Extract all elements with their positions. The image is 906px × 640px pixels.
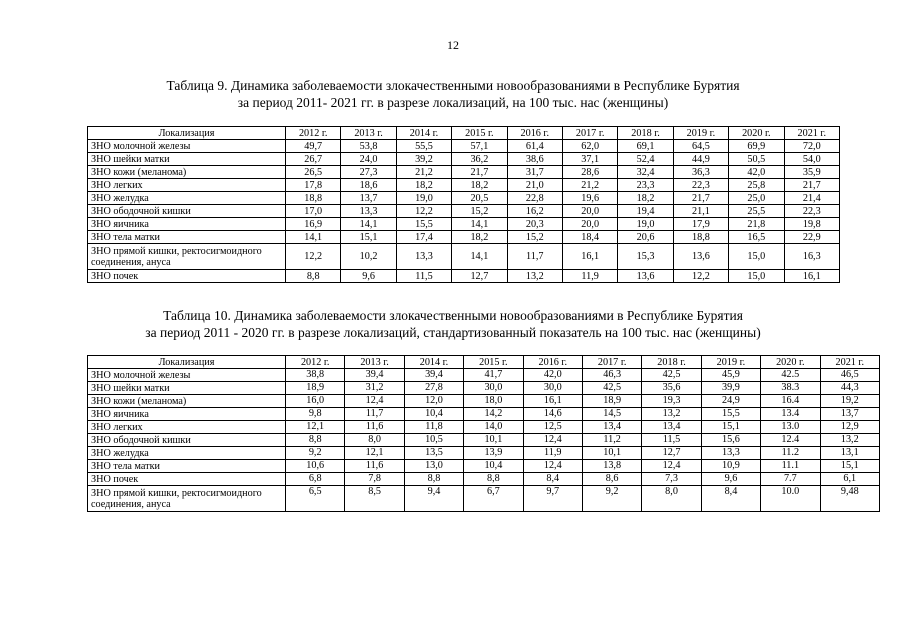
table10-value-cell: 13,8 bbox=[582, 460, 641, 473]
table10-value-cell: 41,7 bbox=[464, 369, 523, 382]
table10-value-cell: 12,0 bbox=[404, 395, 463, 408]
table10-value-cell: 9,6 bbox=[701, 473, 760, 486]
table10-value-cell: 16.4 bbox=[761, 395, 820, 408]
table9-value-cell: 54,0 bbox=[784, 153, 839, 166]
table10-value-cell: 13.0 bbox=[761, 421, 820, 434]
table9-value-cell: 62,0 bbox=[562, 140, 617, 153]
table9-value-cell: 21,1 bbox=[673, 205, 728, 218]
table10-localization-cell: ЗНО прямой кишки, ректосигмоидного соединения, ануса bbox=[88, 486, 286, 512]
table10-row bbox=[88, 486, 880, 512]
table9-caption-line1: Таблица 9. Динамика заболеваемости злокачественными новообразованиями в Республике Бурятия bbox=[166, 78, 740, 93]
table9-value-cell: 19,6 bbox=[562, 192, 617, 205]
table10-value-cell: 10,6 bbox=[286, 460, 345, 473]
table10-value-cell: 30,0 bbox=[464, 382, 523, 395]
table10-row bbox=[88, 408, 880, 421]
table9-value-cell: 35,9 bbox=[784, 166, 839, 179]
table10-value-cell: 11,8 bbox=[404, 421, 463, 434]
table9-header-cell: 2012 г. bbox=[286, 127, 341, 140]
table10-row bbox=[88, 369, 880, 382]
table9-value-cell: 21,4 bbox=[784, 192, 839, 205]
table9-value-cell: 17,9 bbox=[673, 218, 728, 231]
table9-value-cell: 24,0 bbox=[341, 153, 396, 166]
table9-localization-cell: ЗНО желудка bbox=[88, 192, 286, 205]
table9-header-cell: 2013 г. bbox=[341, 127, 396, 140]
table9-value-cell: 19,0 bbox=[618, 218, 673, 231]
table10-value-cell: 12,9 bbox=[820, 421, 879, 434]
table9-value-cell: 16,3 bbox=[784, 244, 839, 270]
table9-header-cell: 2021 г. bbox=[784, 127, 839, 140]
table10-value-cell: 13,4 bbox=[582, 421, 641, 434]
table10-value-cell: 8,4 bbox=[701, 486, 760, 512]
table9-header-cell: 2018 г. bbox=[618, 127, 673, 140]
table10-value-cell: 11,5 bbox=[642, 434, 701, 447]
table9-row bbox=[88, 166, 840, 179]
table10-header-cell: 2019 г. bbox=[701, 356, 760, 369]
table9-localization-cell: ЗНО молочной железы bbox=[88, 140, 286, 153]
table10-value-cell: 39,4 bbox=[404, 369, 463, 382]
table10-value-cell: 6,5 bbox=[286, 486, 345, 512]
table9-value-cell: 15,3 bbox=[618, 244, 673, 270]
table10-header-cell: 2014 г. bbox=[404, 356, 463, 369]
table10-value-cell: 11,9 bbox=[523, 447, 582, 460]
table9-value-cell: 25,8 bbox=[729, 179, 784, 192]
table10-value-cell: 7.7 bbox=[761, 473, 820, 486]
table10-value-cell: 12,5 bbox=[523, 421, 582, 434]
table9-localization-cell: ЗНО прямой кишки, ректосигмоидного соединения, ануса bbox=[88, 244, 286, 270]
table9-value-cell: 26,5 bbox=[286, 166, 341, 179]
table10-value-cell: 8,8 bbox=[404, 473, 463, 486]
table9-value-cell: 15,5 bbox=[396, 218, 451, 231]
table10-value-cell: 39,9 bbox=[701, 382, 760, 395]
table10-header-cell: 2013 г. bbox=[345, 356, 404, 369]
table9-value-cell: 22,3 bbox=[673, 179, 728, 192]
table10 bbox=[87, 355, 880, 512]
table10-value-cell: 14,0 bbox=[464, 421, 523, 434]
table10-body bbox=[88, 369, 880, 512]
table9-value-cell: 22,3 bbox=[784, 205, 839, 218]
table9-value-cell: 13,6 bbox=[618, 270, 673, 283]
table9-value-cell: 14,1 bbox=[452, 218, 507, 231]
table10-value-cell: 13,2 bbox=[820, 434, 879, 447]
table9-value-cell: 26,7 bbox=[286, 153, 341, 166]
table10-value-cell: 12,7 bbox=[642, 447, 701, 460]
table9-value-cell: 16,1 bbox=[562, 244, 617, 270]
table10-localization-cell: ЗНО ободочной кишки bbox=[88, 434, 286, 447]
table10-value-cell: 18,9 bbox=[286, 382, 345, 395]
table9-value-cell: 21,7 bbox=[784, 179, 839, 192]
table9-value-cell: 20,3 bbox=[507, 218, 562, 231]
table9-row bbox=[88, 205, 840, 218]
table9-value-cell: 18,2 bbox=[396, 179, 451, 192]
table9-value-cell: 19,4 bbox=[618, 205, 673, 218]
table9-row bbox=[88, 140, 840, 153]
table9-value-cell: 28,6 bbox=[562, 166, 617, 179]
table9-value-cell: 13,6 bbox=[673, 244, 728, 270]
table10-value-cell: 35,6 bbox=[642, 382, 701, 395]
table9-localization-cell: ЗНО яичника bbox=[88, 218, 286, 231]
table9-value-cell: 50,5 bbox=[729, 153, 784, 166]
table9-value-cell: 9,6 bbox=[341, 270, 396, 283]
table10-value-cell: 38.3 bbox=[761, 382, 820, 395]
table9-value-cell: 15,0 bbox=[729, 270, 784, 283]
table9-value-cell: 44,9 bbox=[673, 153, 728, 166]
table10-value-cell: 6,7 bbox=[464, 486, 523, 512]
table9-value-cell: 15,0 bbox=[729, 244, 784, 270]
table10-value-cell: 8,6 bbox=[582, 473, 641, 486]
table10-value-cell: 10,1 bbox=[582, 447, 641, 460]
table10-value-cell: 46,3 bbox=[582, 369, 641, 382]
table10-value-cell: 6,8 bbox=[286, 473, 345, 486]
table9-value-cell: 16,9 bbox=[286, 218, 341, 231]
table10-localization-cell: ЗНО кожи (меланома) bbox=[88, 395, 286, 408]
table10-caption bbox=[0, 307, 906, 341]
table9-value-cell: 32,4 bbox=[618, 166, 673, 179]
table10-value-cell: 46,5 bbox=[820, 369, 879, 382]
table9-localization-cell: ЗНО почек bbox=[88, 270, 286, 283]
table9-header-cell: 2014 г. bbox=[396, 127, 451, 140]
table9-value-cell: 21,7 bbox=[673, 192, 728, 205]
table10-value-cell: 12.4 bbox=[761, 434, 820, 447]
table10-value-cell: 11.2 bbox=[761, 447, 820, 460]
table10-value-cell: 13,5 bbox=[404, 447, 463, 460]
table9-value-cell: 14,1 bbox=[341, 218, 396, 231]
table10-value-cell: 39,4 bbox=[345, 369, 404, 382]
table9-value-cell: 52,4 bbox=[618, 153, 673, 166]
table9-value-cell: 16,5 bbox=[729, 231, 784, 244]
table10-localization-cell: ЗНО почек bbox=[88, 473, 286, 486]
table9-value-cell: 12,2 bbox=[286, 244, 341, 270]
table9-value-cell: 22,8 bbox=[507, 192, 562, 205]
table9-row bbox=[88, 244, 840, 270]
table9-value-cell: 53,8 bbox=[341, 140, 396, 153]
table9-value-cell: 57,1 bbox=[452, 140, 507, 153]
table9-value-cell: 37,1 bbox=[562, 153, 617, 166]
table9-value-cell: 14,1 bbox=[452, 244, 507, 270]
table10-value-cell: 10,4 bbox=[404, 408, 463, 421]
table10-value-cell: 13,9 bbox=[464, 447, 523, 460]
table10-header-cell: 2017 г. bbox=[582, 356, 641, 369]
table10-value-cell: 13,7 bbox=[820, 408, 879, 421]
table10-value-cell: 13.4 bbox=[761, 408, 820, 421]
table10-row bbox=[88, 382, 880, 395]
table9-value-cell: 49,7 bbox=[286, 140, 341, 153]
table9-value-cell: 14,1 bbox=[286, 231, 341, 244]
table9-header-cell: 2017 г. bbox=[562, 127, 617, 140]
table10-value-cell: 10,1 bbox=[464, 434, 523, 447]
table10-value-cell: 19,2 bbox=[820, 395, 879, 408]
table10-value-cell: 9,8 bbox=[286, 408, 345, 421]
table10-value-cell: 11,2 bbox=[582, 434, 641, 447]
table10-localization-cell: ЗНО яичника bbox=[88, 408, 286, 421]
table9-value-cell: 8,8 bbox=[286, 270, 341, 283]
table9-body bbox=[88, 140, 840, 283]
table9-value-cell: 15,1 bbox=[341, 231, 396, 244]
table9-value-cell: 20,6 bbox=[618, 231, 673, 244]
table10-localization-cell: ЗНО молочной железы bbox=[88, 369, 286, 382]
table10-value-cell: 12,1 bbox=[286, 421, 345, 434]
table10-localization-cell: ЗНО легких bbox=[88, 421, 286, 434]
table9-value-cell: 17,0 bbox=[286, 205, 341, 218]
table10-value-cell: 11,7 bbox=[345, 408, 404, 421]
table10-localization-cell: ЗНО желудка bbox=[88, 447, 286, 460]
table10-value-cell: 8,8 bbox=[464, 473, 523, 486]
table10-value-cell: 30,0 bbox=[523, 382, 582, 395]
table10-value-cell: 13,4 bbox=[642, 421, 701, 434]
table10-value-cell: 8,0 bbox=[642, 486, 701, 512]
table10-value-cell: 9,4 bbox=[404, 486, 463, 512]
table9-value-cell: 13,3 bbox=[341, 205, 396, 218]
table10-value-cell: 9,7 bbox=[523, 486, 582, 512]
table9-row bbox=[88, 270, 840, 283]
table9-value-cell: 42,0 bbox=[729, 166, 784, 179]
table9-value-cell: 13,7 bbox=[341, 192, 396, 205]
table10-value-cell: 12,4 bbox=[345, 395, 404, 408]
table10-value-cell: 10,9 bbox=[701, 460, 760, 473]
table9-value-cell: 31,7 bbox=[507, 166, 562, 179]
table9-value-cell: 18,2 bbox=[452, 179, 507, 192]
table10-value-cell: 10,4 bbox=[464, 460, 523, 473]
table10-value-cell: 12,4 bbox=[523, 434, 582, 447]
table9-value-cell: 25,0 bbox=[729, 192, 784, 205]
table9-value-cell: 12,2 bbox=[396, 205, 451, 218]
table10-value-cell: 44,3 bbox=[820, 382, 879, 395]
table10-row bbox=[88, 434, 880, 447]
table10-row bbox=[88, 447, 880, 460]
table10-value-cell: 15,1 bbox=[820, 460, 879, 473]
table10-caption-line1: Таблица 10. Динамика заболеваемости злокачественными новообразованиями в Республике Бурятия bbox=[163, 308, 743, 323]
table10-value-cell: 10,5 bbox=[404, 434, 463, 447]
table9-value-cell: 15,2 bbox=[452, 205, 507, 218]
table9-header-cell: 2020 г. bbox=[729, 127, 784, 140]
table10-header-cell: Локализация bbox=[88, 356, 286, 369]
table10-value-cell: 15,1 bbox=[701, 421, 760, 434]
table10-header-cell: 2021 г. bbox=[820, 356, 879, 369]
table9-row bbox=[88, 153, 840, 166]
table10-localization-cell: ЗНО тела матки bbox=[88, 460, 286, 473]
table9-value-cell: 21,0 bbox=[507, 179, 562, 192]
table10-value-cell: 18,0 bbox=[464, 395, 523, 408]
table10-row bbox=[88, 395, 880, 408]
table9-value-cell: 15,2 bbox=[507, 231, 562, 244]
table9-value-cell: 11,9 bbox=[562, 270, 617, 283]
table10-value-cell: 12,4 bbox=[523, 460, 582, 473]
table9-value-cell: 21,2 bbox=[396, 166, 451, 179]
table10-header-cell: 2016 г. bbox=[523, 356, 582, 369]
table9-value-cell: 23,3 bbox=[618, 179, 673, 192]
table10-value-cell: 7,8 bbox=[345, 473, 404, 486]
table9-value-cell: 17,8 bbox=[286, 179, 341, 192]
table10-value-cell: 11.1 bbox=[761, 460, 820, 473]
table10-value-cell: 13,2 bbox=[642, 408, 701, 421]
table10-value-cell: 15,5 bbox=[701, 408, 760, 421]
table10-value-cell: 6,1 bbox=[820, 473, 879, 486]
table10-header-cell: 2015 г. bbox=[464, 356, 523, 369]
table9-value-cell: 12,7 bbox=[452, 270, 507, 283]
table10-header-cell: 2012 г. bbox=[286, 356, 345, 369]
table9-row bbox=[88, 231, 840, 244]
table9-value-cell: 22,9 bbox=[784, 231, 839, 244]
table10-header-cell: 2020 г. bbox=[761, 356, 820, 369]
table9-value-cell: 20,0 bbox=[562, 218, 617, 231]
page-number: 12 bbox=[447, 38, 459, 52]
table9-value-cell: 18,2 bbox=[618, 192, 673, 205]
table9-value-cell: 18,8 bbox=[286, 192, 341, 205]
table9-caption bbox=[0, 77, 906, 111]
table10-localization-cell: ЗНО шейки матки bbox=[88, 382, 286, 395]
table10-value-cell: 9,48 bbox=[820, 486, 879, 512]
table10-value-cell: 11,6 bbox=[345, 460, 404, 473]
table9-value-cell: 21,7 bbox=[452, 166, 507, 179]
table10-value-cell: 42,5 bbox=[582, 382, 641, 395]
table9-value-cell: 38,6 bbox=[507, 153, 562, 166]
table9-header-cell: 2016 г. bbox=[507, 127, 562, 140]
table9-value-cell: 13,3 bbox=[396, 244, 451, 270]
table10-value-cell: 16,1 bbox=[523, 395, 582, 408]
table9-value-cell: 69,9 bbox=[729, 140, 784, 153]
table10-value-cell: 8,8 bbox=[286, 434, 345, 447]
table10-value-cell: 9,2 bbox=[286, 447, 345, 460]
table9-value-cell: 18,8 bbox=[673, 231, 728, 244]
table10-value-cell: 42,0 bbox=[523, 369, 582, 382]
table10-row bbox=[88, 421, 880, 434]
table9-localization-cell: ЗНО ободочной кишки bbox=[88, 205, 286, 218]
table9-localization-cell: ЗНО тела матки bbox=[88, 231, 286, 244]
table9-value-cell: 72,0 bbox=[784, 140, 839, 153]
table9-row bbox=[88, 218, 840, 231]
table10-row bbox=[88, 473, 880, 486]
table9-value-cell: 61,4 bbox=[507, 140, 562, 153]
table10-value-cell: 13,0 bbox=[404, 460, 463, 473]
table10-value-cell: 11,6 bbox=[345, 421, 404, 434]
table10-value-cell: 16,0 bbox=[286, 395, 345, 408]
table9-value-cell: 55,5 bbox=[396, 140, 451, 153]
table10-value-cell: 12,4 bbox=[642, 460, 701, 473]
table10-value-cell: 14,6 bbox=[523, 408, 582, 421]
table10-value-cell: 14,5 bbox=[582, 408, 641, 421]
table9-row bbox=[88, 192, 840, 205]
table9-localization-cell: ЗНО кожи (меланома) bbox=[88, 166, 286, 179]
table9-localization-cell: ЗНО шейки матки bbox=[88, 153, 286, 166]
table9-header-cell: 2015 г. bbox=[452, 127, 507, 140]
table10-value-cell: 45,9 bbox=[701, 369, 760, 382]
table9-value-cell: 27,3 bbox=[341, 166, 396, 179]
table9-value-cell: 13,2 bbox=[507, 270, 562, 283]
table10-value-cell: 9,2 bbox=[582, 486, 641, 512]
table9-value-cell: 18,2 bbox=[452, 231, 507, 244]
table10-value-cell: 13,3 bbox=[701, 447, 760, 460]
table9-value-cell: 11,5 bbox=[396, 270, 451, 283]
table10-value-cell: 42.5 bbox=[761, 369, 820, 382]
table9-localization-cell: ЗНО легких bbox=[88, 179, 286, 192]
table9-caption-line2: за период 2011- 2021 гг. в разрезе локализаций, на 100 тыс. нас (женщины) bbox=[237, 95, 669, 110]
table10-value-cell: 31,2 bbox=[345, 382, 404, 395]
table9-value-cell: 19,0 bbox=[396, 192, 451, 205]
table9-value-cell: 19,8 bbox=[784, 218, 839, 231]
table9-value-cell: 18,6 bbox=[341, 179, 396, 192]
table9-header-cell: Локализация bbox=[88, 127, 286, 140]
table9-value-cell: 16,1 bbox=[784, 270, 839, 283]
table10-value-cell: 8,4 bbox=[523, 473, 582, 486]
table10-value-cell: 15,6 bbox=[701, 434, 760, 447]
table9-value-cell: 12,2 bbox=[673, 270, 728, 283]
table10-value-cell: 12,1 bbox=[345, 447, 404, 460]
table10-value-cell: 8,5 bbox=[345, 486, 404, 512]
table10-value-cell: 27,8 bbox=[404, 382, 463, 395]
table10-value-cell: 18,9 bbox=[582, 395, 641, 408]
table10-value-cell: 10.0 bbox=[761, 486, 820, 512]
table10-value-cell: 24,9 bbox=[701, 395, 760, 408]
table10-header-cell: 2018 г. bbox=[642, 356, 701, 369]
table9-value-cell: 16,2 bbox=[507, 205, 562, 218]
table9 bbox=[87, 126, 840, 283]
table10-value-cell: 42,5 bbox=[642, 369, 701, 382]
table9-value-cell: 20,5 bbox=[452, 192, 507, 205]
table9-header-cell: 2019 г. bbox=[673, 127, 728, 140]
table10-value-cell: 14,2 bbox=[464, 408, 523, 421]
table10-value-cell: 8,0 bbox=[345, 434, 404, 447]
table10-value-cell: 19,3 bbox=[642, 395, 701, 408]
table9-value-cell: 20,0 bbox=[562, 205, 617, 218]
table9-value-cell: 36,2 bbox=[452, 153, 507, 166]
table10-value-cell: 13,1 bbox=[820, 447, 879, 460]
table9-value-cell: 17,4 bbox=[396, 231, 451, 244]
table9-value-cell: 36,3 bbox=[673, 166, 728, 179]
table9-row bbox=[88, 179, 840, 192]
table10-value-cell: 38,8 bbox=[286, 369, 345, 382]
table9-header-row bbox=[88, 127, 840, 140]
table10-value-cell: 7,3 bbox=[642, 473, 701, 486]
table10-row bbox=[88, 460, 880, 473]
table9-value-cell: 18,4 bbox=[562, 231, 617, 244]
table9-value-cell: 21,2 bbox=[562, 179, 617, 192]
table10-caption-line2: за период 2011 - 2020 гг. в разрезе локализаций, стандартизованный показатель на 100 тыс. нас (женщины) bbox=[145, 325, 761, 340]
table9-value-cell: 69,1 bbox=[618, 140, 673, 153]
table9-value-cell: 11,7 bbox=[507, 244, 562, 270]
table9-value-cell: 10,2 bbox=[341, 244, 396, 270]
table9-value-cell: 25,5 bbox=[729, 205, 784, 218]
table9-value-cell: 64,5 bbox=[673, 140, 728, 153]
table9-value-cell: 21,8 bbox=[729, 218, 784, 231]
table9-value-cell: 39,2 bbox=[396, 153, 451, 166]
table10-header-row bbox=[88, 356, 880, 369]
